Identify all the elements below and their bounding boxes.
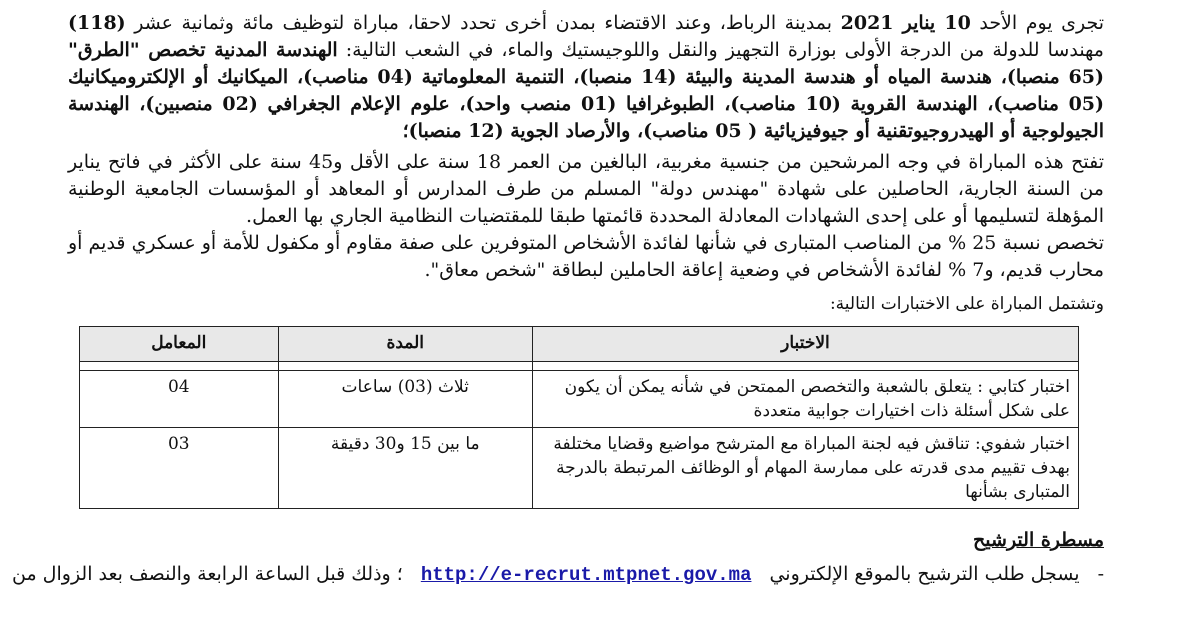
written-coefficient-cell: 04	[80, 371, 279, 428]
eligibility-text: تفتح هذه المباراة في وجه المرشحين من جنسية مغربية، البالغين من العمر 18 سنة على الأقل و45 سنة على الأكثر في فاتح يناير من السنة الجارية، الحاصلين على شهادة "مهندس دولة" المسلم من طرف المدارس أو المعاهد أو المؤسسات الجامعية الوطنية المؤهلة لتسليمها أو على إحدى الشهادات المعادلة المحددة قائمتها طبقا للمقتضيات النظامية الجاري بها العمل.	[68, 151, 1104, 227]
header-duration: المدة	[278, 327, 532, 362]
candidacy-deadline-text: ؛ وذلك قبل الساعة الرابعة والنصف بعد الزوال من	[12, 563, 403, 585]
specialties-list: الهندسة المدنية تخصص "الطرق"(65 منصبا)، هندسة المياه أو هندسة المدينة والبيئة (14 منصبا)، التنمية المعلوماتية (04 مناصب)، الميكانيك أو الإلكتروميكانيك (05 مناصب)، الهندسة القروية (10 مناصب)، الطبوغرافيا (01 منصب واحد)، علوم الإعلام الجغرافي (02 منصبين)، الهندسة الجيولوجية أو الهيدروجيوتقنية أو جيوفيزيائية ( 05 مناصب)، والأرصاد الجوية (12 منصبا)؛	[68, 39, 1105, 142]
written-duration-cell: ثلاث (03) ساعات	[278, 371, 532, 428]
positions-count: (118)	[68, 12, 126, 34]
oral-duration-cell: ما بين 15 و30 دقيقة	[278, 428, 532, 509]
header-coefficient: المعامل	[80, 327, 279, 362]
oral-coefficient-cell: 03	[80, 428, 279, 509]
written-test-cell: اختبار كتابي : يتعلق بالشعبة والتخصص الممتحن في شأنه يمكن أن يكون على شكل أسئلة ذات اختيارات جوابية متعددة	[532, 371, 1078, 428]
quota-text: تخصص نسبة 25 % من المناصب المتبارى في شأنها لفائدة الأشخاص المتوفرين على صفة مقاوم أو مكفول للأمة أو عسكري قديم أو محارب قديم، و7 % لفائدة الأشخاص في وضعية إعاقة الحاملين لبطاقة "شخص معاق".	[68, 232, 1104, 281]
candidacy-title: مسطرة الترشيح	[973, 529, 1104, 551]
header-test: الاختبار	[532, 327, 1078, 362]
exam-date: 10 يناير 2021	[840, 12, 971, 34]
ministry-text: مهندسا للدولة من الدرجة الأولى بوزارة التجهيز والنقل واللوجيستيك والماء، في الشعب التالية:	[345, 39, 1104, 61]
announcement-text: بمدينة الرباط، وعند الاقتضاء بمدن أخرى تحدد لاحقا، مباراة لتوظيف مائة وثمانية عشر	[134, 12, 833, 34]
date-lead-text: تجرى يوم الأحد	[979, 12, 1105, 34]
oral-test-cell: اختبار شفوي: تناقش فيه لجنة المباراة مع المترشح مواضيع وقضايا مختلفة بهدف تقييم مدى قدرته على ممارسة المهام أو الوظائف المرتبطة بالدرجة المتبارى بشأنها	[532, 428, 1078, 509]
announcement-paragraph	[68, 10, 1104, 145]
eligibility-paragraph	[68, 149, 1104, 284]
list-item	[12, 561, 1104, 589]
recruitment-link[interactable]: http://e-recrut.mtpnet.gov.ma	[420, 564, 752, 586]
table-header-row	[80, 327, 1079, 362]
candidacy-text: يسجل طلب الترشيح بالموقع الإلكتروني	[769, 563, 1080, 585]
bullet-dash: -	[1097, 563, 1104, 585]
table-row	[80, 428, 1079, 509]
exams-table	[79, 326, 1079, 509]
table-row	[80, 371, 1079, 428]
table-spacer-row	[80, 362, 1079, 371]
exams-intro: وتشتمل المباراة على الاختبارات التالية:	[829, 294, 1104, 314]
